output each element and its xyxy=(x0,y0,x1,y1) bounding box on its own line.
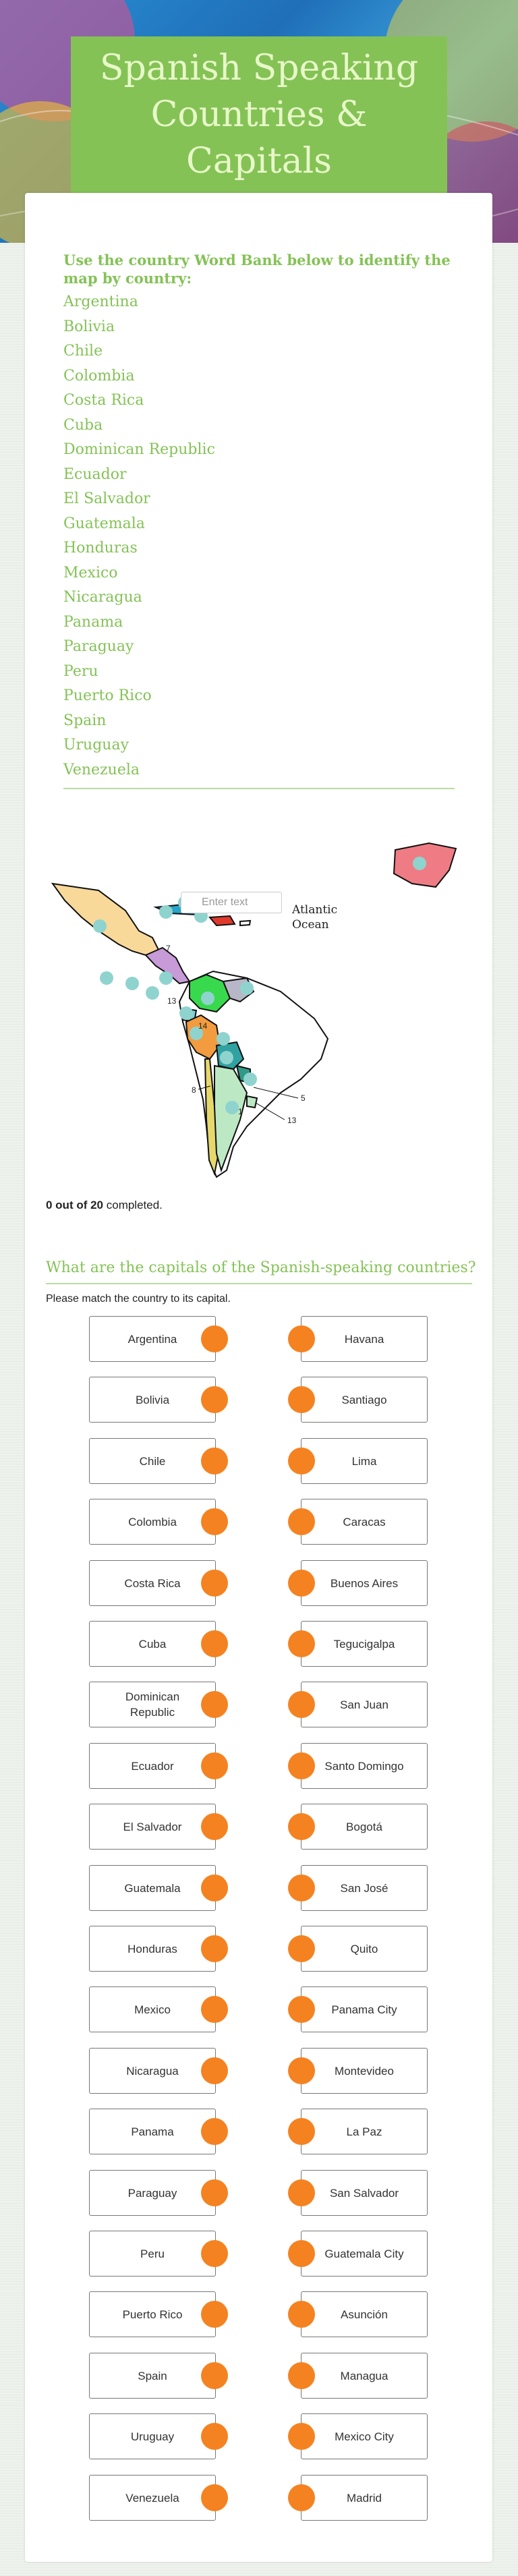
match-capital-box[interactable]: Caracas xyxy=(301,1499,428,1545)
connector-dot-right[interactable] xyxy=(288,1386,315,1413)
connector-dot-right[interactable] xyxy=(288,1630,315,1657)
connector-dot-right[interactable] xyxy=(288,1813,315,1840)
match-country-box[interactable]: Mexico xyxy=(89,1986,216,2032)
connector-dot-left[interactable] xyxy=(201,1935,228,1962)
uruguay-shape xyxy=(247,1096,257,1108)
connector-dot-right[interactable] xyxy=(288,2240,315,2267)
map-marker[interactable] xyxy=(225,1101,239,1114)
connector-dot-right[interactable] xyxy=(288,2118,315,2145)
connector-dot-left[interactable] xyxy=(201,2423,228,2450)
word-bank-item: Peru xyxy=(63,662,98,680)
map-number-label: 7 xyxy=(166,944,171,953)
matching-question: What are the capitals of the Spanish-speaking countries? xyxy=(46,1259,476,1276)
match-country-box[interactable]: Dominican Republic xyxy=(89,1682,216,1727)
match-capital-box[interactable]: Buenos Aires xyxy=(301,1560,428,1606)
connector-dot-right[interactable] xyxy=(288,1752,315,1779)
connector-dot-left[interactable] xyxy=(201,1386,228,1413)
match-capital-box[interactable]: San Juan xyxy=(301,1682,428,1727)
map-number-label: 13 xyxy=(287,1116,297,1125)
connector-dot-right[interactable] xyxy=(288,2484,315,2511)
map-answer-input[interactable] xyxy=(181,892,282,913)
progress-text xyxy=(46,1199,163,1212)
map-number-label: 5 xyxy=(301,1093,306,1103)
word-bank-item: Colombia xyxy=(63,367,135,384)
latin-america-map xyxy=(45,836,469,1187)
match-country-box[interactable]: Paraguay xyxy=(89,2170,216,2216)
word-bank-list xyxy=(63,290,455,782)
map-marker[interactable] xyxy=(93,919,107,933)
match-capital-box[interactable]: Santiago xyxy=(301,1377,428,1423)
match-country-box[interactable]: Chile xyxy=(89,1438,216,1484)
map-number-label: 14 xyxy=(198,1021,208,1031)
connector-dot-left[interactable] xyxy=(201,2057,228,2084)
match-country-box[interactable]: Venezuela xyxy=(89,2475,216,2521)
word-bank-item: Honduras xyxy=(63,540,138,556)
hispaniola-shape xyxy=(210,916,235,925)
map-marker[interactable] xyxy=(179,1006,193,1020)
match-capital-box[interactable]: San José xyxy=(301,1865,428,1911)
match-country-box[interactable]: Nicaragua xyxy=(89,2048,216,2094)
map-number-label: 8 xyxy=(192,1085,196,1095)
match-capital-box[interactable]: Montevideo xyxy=(301,2048,428,2094)
word-bank-item: Uruguay xyxy=(63,737,130,753)
map-marker[interactable] xyxy=(125,977,139,990)
connector-dot-left[interactable] xyxy=(201,2362,228,2389)
connector-dot-right[interactable] xyxy=(288,1691,315,1718)
connector-dot-left[interactable] xyxy=(201,1508,228,1535)
match-country-box[interactable]: Puerto Rico xyxy=(89,2291,216,2337)
match-country-box[interactable]: Spain xyxy=(89,2353,216,2399)
match-country-box[interactable]: Cuba xyxy=(89,1621,216,1667)
word-bank xyxy=(63,251,455,782)
word-bank-item: Ecuador xyxy=(63,465,127,483)
match-country-box[interactable]: Panama xyxy=(89,2109,216,2154)
word-bank-item: Spain xyxy=(63,712,107,729)
connector-dot-right[interactable] xyxy=(288,2423,315,2450)
map-marker[interactable] xyxy=(146,986,159,1000)
match-country-box[interactable]: Uruguay xyxy=(89,2413,216,2459)
progress-suffix: completed. xyxy=(103,1199,163,1211)
word-bank-item: Chile xyxy=(63,343,103,360)
connector-dot-right[interactable] xyxy=(288,2362,315,2389)
progress-count: 0 out of 20 xyxy=(46,1199,104,1211)
match-country-box[interactable]: Colombia xyxy=(89,1499,216,1545)
word-bank-item: Argentina xyxy=(63,293,138,310)
map-marker[interactable] xyxy=(159,971,173,985)
match-capital-box[interactable]: Havana xyxy=(301,1316,428,1362)
word-bank-heading: Use the country Word Bank below to identify the map by country: xyxy=(63,252,451,287)
match-capital-box[interactable]: Tegucigalpa xyxy=(301,1621,428,1667)
connector-dot-left[interactable] xyxy=(201,2118,228,2145)
ocean-label: Atlantic Ocean xyxy=(292,903,338,932)
match-capital-box[interactable]: Santo Domingo xyxy=(301,1743,428,1789)
connector-dot-right[interactable] xyxy=(288,1508,315,1535)
connector-dot-left[interactable] xyxy=(201,2301,228,2328)
mexico-shape xyxy=(53,884,159,955)
puerto-rico-shape xyxy=(240,921,250,925)
divider xyxy=(63,788,455,789)
connector-dot-right[interactable] xyxy=(288,1570,315,1597)
connector-dot-right[interactable] xyxy=(288,1874,315,1901)
connector-dot-left[interactable] xyxy=(201,1325,228,1352)
match-country-box[interactable]: Peru xyxy=(89,2231,216,2277)
match-capital-box[interactable]: San Salvador xyxy=(301,2170,428,2216)
word-bank-item: Costa Rica xyxy=(63,392,144,409)
match-capital-box[interactable]: Panama City xyxy=(301,1986,428,2032)
word-bank-item: Cuba xyxy=(63,416,103,434)
match-capital-box[interactable]: Asunción xyxy=(301,2291,428,2337)
match-capital-box[interactable]: La Paz xyxy=(301,2109,428,2154)
word-bank-item: Panama xyxy=(63,613,123,631)
map-marker[interactable] xyxy=(240,981,254,995)
connector-dot-left[interactable] xyxy=(201,1813,228,1840)
map-marker[interactable] xyxy=(413,857,426,870)
match-capital-box[interactable]: Madrid xyxy=(301,2475,428,2521)
map-marker[interactable] xyxy=(220,1051,233,1064)
page-title: Spanish Speaking Countries & Capitals xyxy=(99,47,419,181)
connector-dot-left[interactable] xyxy=(201,1448,228,1475)
map-marker[interactable] xyxy=(217,1032,230,1046)
connector-dot-right[interactable] xyxy=(288,2179,315,2206)
match-country-box[interactable]: Bolivia xyxy=(89,1377,216,1423)
map-number-label: 1 xyxy=(238,1107,243,1116)
divider xyxy=(46,1283,472,1284)
word-bank-item: Paraguay xyxy=(63,638,134,655)
matching-instructions: Please match the country to its capital. xyxy=(46,1293,231,1305)
title-box xyxy=(71,36,447,193)
match-country-box[interactable]: Guatemala xyxy=(89,1865,216,1911)
connector-dot-right[interactable] xyxy=(288,1448,315,1475)
map-marker[interactable] xyxy=(201,992,214,1005)
word-bank-item: Mexico xyxy=(63,564,118,581)
match-country-box[interactable]: El Salvador xyxy=(89,1804,216,1850)
connector-dot-left[interactable] xyxy=(201,1996,228,2023)
word-bank-item: Bolivia xyxy=(63,318,115,335)
connector-dot-left[interactable] xyxy=(201,2240,228,2267)
match-country-box[interactable]: Costa Rica xyxy=(89,1560,216,1606)
map-marker[interactable] xyxy=(100,971,113,985)
match-capital-box[interactable]: Bogotá xyxy=(301,1804,428,1850)
match-country-box[interactable]: Ecuador xyxy=(89,1743,216,1789)
map-marker[interactable] xyxy=(159,905,173,919)
connector-dot-right[interactable] xyxy=(288,1325,315,1352)
match-capital-box[interactable]: Lima xyxy=(301,1438,428,1484)
match-capital-box[interactable]: Guatemala City xyxy=(301,2231,428,2277)
word-bank-item: Venezuela xyxy=(63,761,140,778)
connector-dot-right[interactable] xyxy=(288,1935,315,1962)
word-bank-item: Guatemala xyxy=(63,515,145,532)
map-area xyxy=(45,836,469,1187)
match-capital-box[interactable]: Managua xyxy=(301,2353,428,2399)
connector-dot-left[interactable] xyxy=(201,1874,228,1901)
map-number-label: 13 xyxy=(167,996,177,1006)
connector-dot-left[interactable] xyxy=(201,1570,228,1597)
word-bank-item: Dominican Republic xyxy=(63,441,215,458)
connector-dot-right[interactable] xyxy=(288,2301,315,2328)
connector-dot-right[interactable] xyxy=(288,1996,315,2023)
map-marker[interactable] xyxy=(243,1072,257,1086)
word-bank-item: Puerto Rico xyxy=(63,687,152,704)
match-country-box[interactable]: Honduras xyxy=(89,1926,216,1972)
connector-dot-left[interactable] xyxy=(201,1752,228,1779)
connector-dot-left[interactable] xyxy=(201,1691,228,1718)
connector-dot-left[interactable] xyxy=(201,2179,228,2206)
match-country-box[interactable]: Argentina xyxy=(89,1316,216,1362)
connector-dot-left[interactable] xyxy=(201,2484,228,2511)
connector-dot-right[interactable] xyxy=(288,2057,315,2084)
word-bank-item: Nicaragua xyxy=(63,589,142,606)
word-bank-item: El Salvador xyxy=(63,490,150,507)
connector-dot-left[interactable] xyxy=(201,1630,228,1657)
match-capital-box[interactable]: Quito xyxy=(301,1926,428,1972)
match-capital-box[interactable]: Mexico City xyxy=(301,2413,428,2459)
